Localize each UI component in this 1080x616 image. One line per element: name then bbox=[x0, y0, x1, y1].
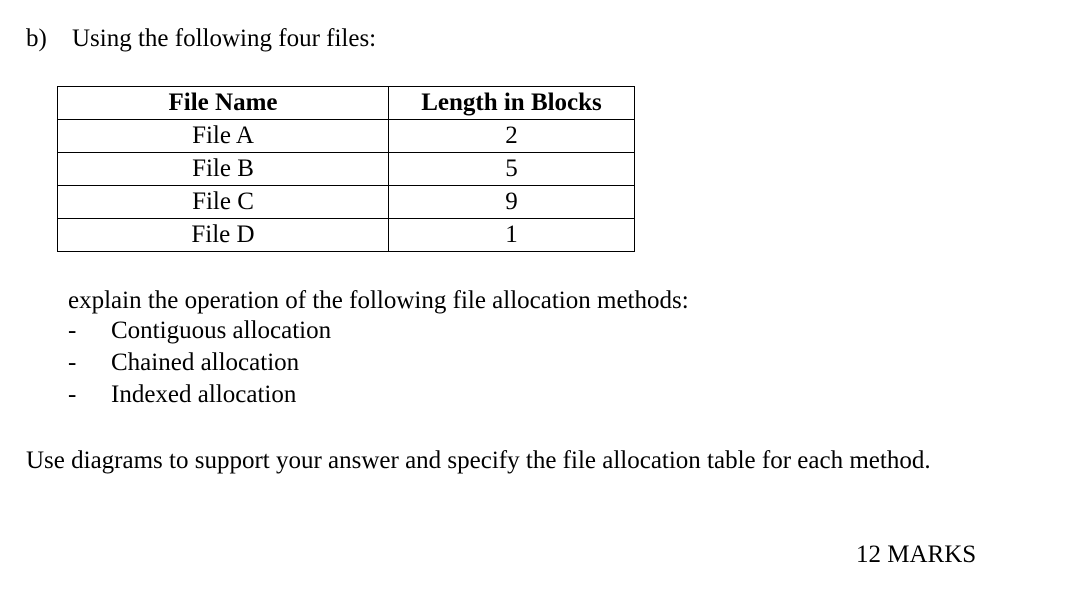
block-length-cell: 5 bbox=[389, 153, 635, 186]
table-row bbox=[58, 153, 635, 186]
table-row bbox=[58, 120, 635, 153]
table-header-row bbox=[58, 87, 635, 120]
file-name-cell: File D bbox=[58, 219, 389, 252]
file-name-cell: File B bbox=[58, 153, 389, 186]
list-dash: - bbox=[68, 317, 77, 344]
method-label: Contiguous allocation bbox=[111, 317, 332, 344]
question-intro: Using the following four files: bbox=[72, 25, 377, 52]
method-label: Indexed allocation bbox=[111, 381, 297, 408]
block-length-cell: 9 bbox=[389, 186, 635, 219]
instruction-text: explain the operation of the following file allocation methods: bbox=[68, 287, 689, 314]
list-dash: - bbox=[68, 349, 77, 376]
method-label: Chained allocation bbox=[111, 349, 300, 376]
list-item bbox=[68, 380, 331, 412]
header-file-name: File Name bbox=[58, 87, 389, 120]
files-table bbox=[57, 86, 635, 252]
block-length-cell: 2 bbox=[389, 120, 635, 153]
header-length-in-blocks: Length in Blocks bbox=[389, 87, 635, 120]
methods-list bbox=[68, 316, 331, 412]
question-label: b) bbox=[26, 25, 47, 52]
block-length-cell: 1 bbox=[389, 219, 635, 252]
list-item bbox=[68, 348, 331, 380]
list-dash: - bbox=[68, 381, 77, 408]
list-item bbox=[68, 316, 331, 348]
file-name-cell: File C bbox=[58, 186, 389, 219]
file-name-cell: File A bbox=[58, 120, 389, 153]
diagram-instruction: Use diagrams to support your answer and specify the file allocation table for each method. bbox=[26, 447, 931, 474]
table-row bbox=[58, 219, 635, 252]
table-row bbox=[58, 186, 635, 219]
marks-label: 12 MARKS bbox=[856, 541, 977, 568]
question-heading bbox=[26, 24, 376, 54]
